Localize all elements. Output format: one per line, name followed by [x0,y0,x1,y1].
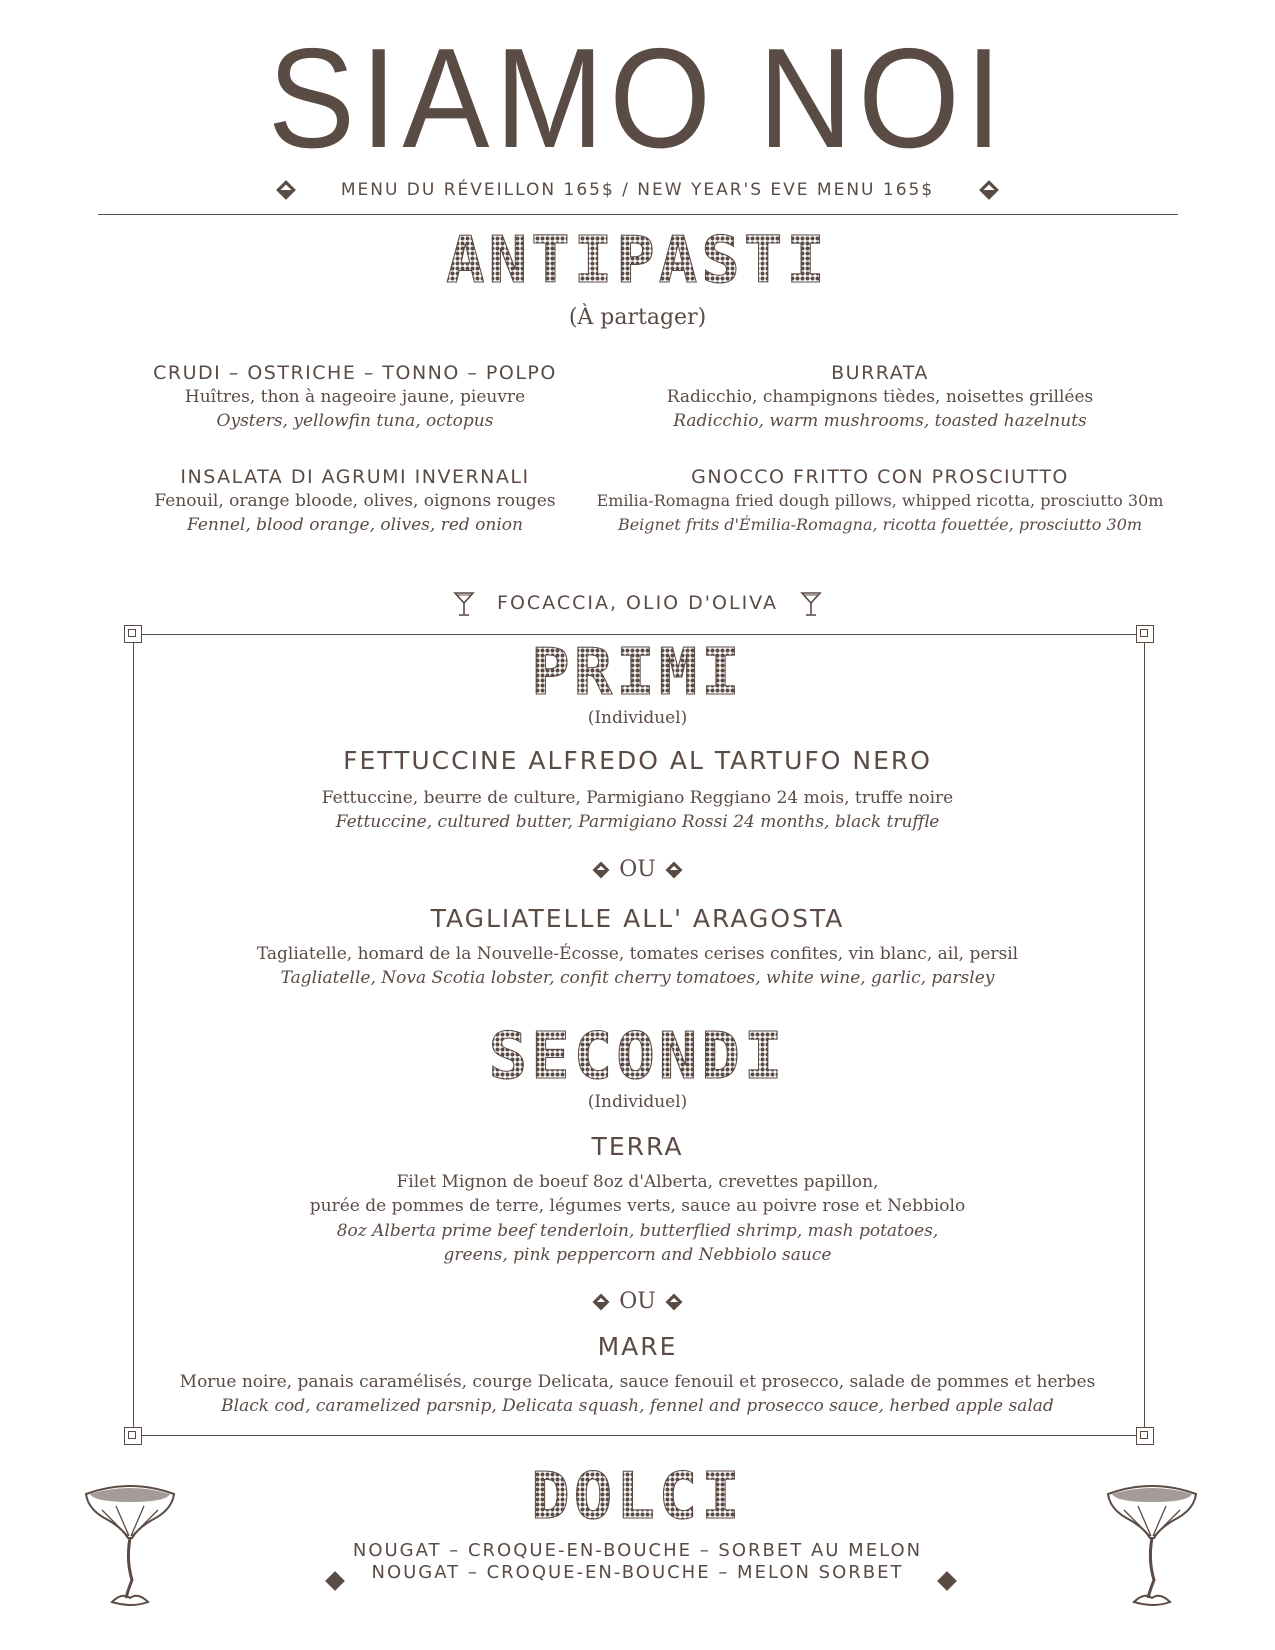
section-title-secondi: SECONDI [0,1022,1275,1092]
antipasti-item [580,465,1180,537]
diamond-ornament-icon [277,180,297,200]
header-divider [98,214,1178,215]
antipasti-item [120,465,590,537]
antipasti-item [120,361,590,433]
dish-name: INSALATA DI AGRUMI INVERNALI [180,466,530,488]
dish-description-fr: Emilia-Romagna fried dough pillows, whipped ricotta, prosciutto 30m [596,491,1164,510]
dish-description-en: Fettuccine, cultured butter, Parmigiano Rossi 24 months, black truffle [335,812,940,832]
dolci-items [0,1540,1275,1584]
focaccia-line [0,590,1275,617]
antipasti-item [600,361,1160,433]
or-separator [0,856,1275,884]
or-label: OU [619,1289,656,1314]
section-subtitle-secondi: (Individuel) [587,1092,688,1112]
dish-description-fr: Radicchio, champignons tièdes, noisettes grillées [666,387,1094,407]
dish-name: MARE [597,1332,678,1361]
dish-description-en: Beignet frits d'Émilia-Romagna, ricotta fouettée, prosciutto 30m [617,515,1143,534]
diamond-ornament-icon [593,862,610,879]
section-title-primi: PRIMI [0,638,1275,708]
dish-description-en: greens, pink peppercorn and Nebbiolo sauce [443,1245,832,1265]
dish-description-en: Fennel, blood orange, olives, red onion [187,515,523,535]
focaccia-text: FOCACCIA, OLIO D'OLIVA [497,592,778,614]
dish-name: FETTUCCINE ALFREDO AL TARTUFO NERO [343,746,932,775]
or-separator [0,1288,1275,1316]
section-title-dolci: DOLCI [0,1462,1275,1532]
dish-description-fr: Morue noire, panais caramélisés, courge Delicata, sauce fenouil et prosecco, salade de pommes et herbes [179,1372,1096,1392]
section-subtitle-primi: (Individuel) [587,708,688,728]
restaurant-logo: SIAMO NOI [267,19,1008,178]
dish-name: BURRATA [831,362,929,384]
frame-corner-ornament [1136,1427,1154,1445]
dish-name: TERRA [591,1132,684,1161]
dolci-line-fr: NOUGAT – CROQUE-EN-BOUCHE – SORBET AU MELON [352,1540,923,1561]
dish-name: CRUDI – OSTRICHE – TONNO – POLPO [153,362,557,384]
dish-description-en: Oysters, yellowfin tuna, octopus [216,411,494,431]
dish-description-fr: Fettuccine, beurre de culture, Parmigiano Reggiano 24 mois, truffe noire [321,788,954,808]
dish-description-en: 8oz Alberta prime beef tenderloin, butterflied shrimp, mash potatoes, [336,1221,939,1241]
cocktail-glass-icon [453,591,475,617]
dish-description-fr: Tagliatelle, homard de la Nouvelle-Écosse, tomates cerises confites, vin blanc, ail, persil [256,944,1019,964]
dish-description-en: Radicchio, warm mushrooms, toasted hazelnuts [673,411,1087,431]
dish-description-fr: purée de pommes de terre, légumes verts, sauce au poivre rose et Nebbiolo [309,1196,966,1216]
dish-description-en: Tagliatelle, Nova Scotia lobster, confit cherry tomatoes, white wine, garlic, parsley [280,968,995,988]
dish-description-fr: Fenouil, orange bloode, olives, oignons rouges [154,491,556,511]
dish-description-fr: Huîtres, thon à nageoire jaune, pieuvre [184,387,526,407]
frame-corner-ornament [124,1427,142,1445]
diamond-ornament-icon [593,1294,610,1311]
dish-name: GNOCCO FRITTO CON PROSCIUTTO [691,466,1069,488]
section-title-antipasti: ANTIPASTI [0,226,1275,296]
menu-price-text: MENU DU RÉVEILLON 165$ / NEW YEAR'S EVE MENU 165$ [340,180,935,200]
diamond-ornament-icon [665,862,682,879]
dish-name: TAGLIATELLE ALL' ARAGOSTA [430,904,845,933]
diamond-ornament-icon [979,180,999,200]
dish-description-en: Black cod, caramelized parsnip, Delicata squash, fennel and prosecco sauce, herbed apple salad [221,1396,1054,1416]
cocktail-glass-icon [800,591,822,617]
diamond-ornament-icon [665,1294,682,1311]
dish-description-fr: Filet Mignon de boeuf 8oz d'Alberta, crevettes papillon, [396,1172,879,1192]
section-subtitle-antipasti: (À partager) [568,305,707,330]
dolci-line-en: NOUGAT – CROQUE-EN-BOUCHE – MELON SORBET [371,1562,904,1583]
menu-price-line [0,178,1275,202]
or-label: OU [619,857,656,882]
